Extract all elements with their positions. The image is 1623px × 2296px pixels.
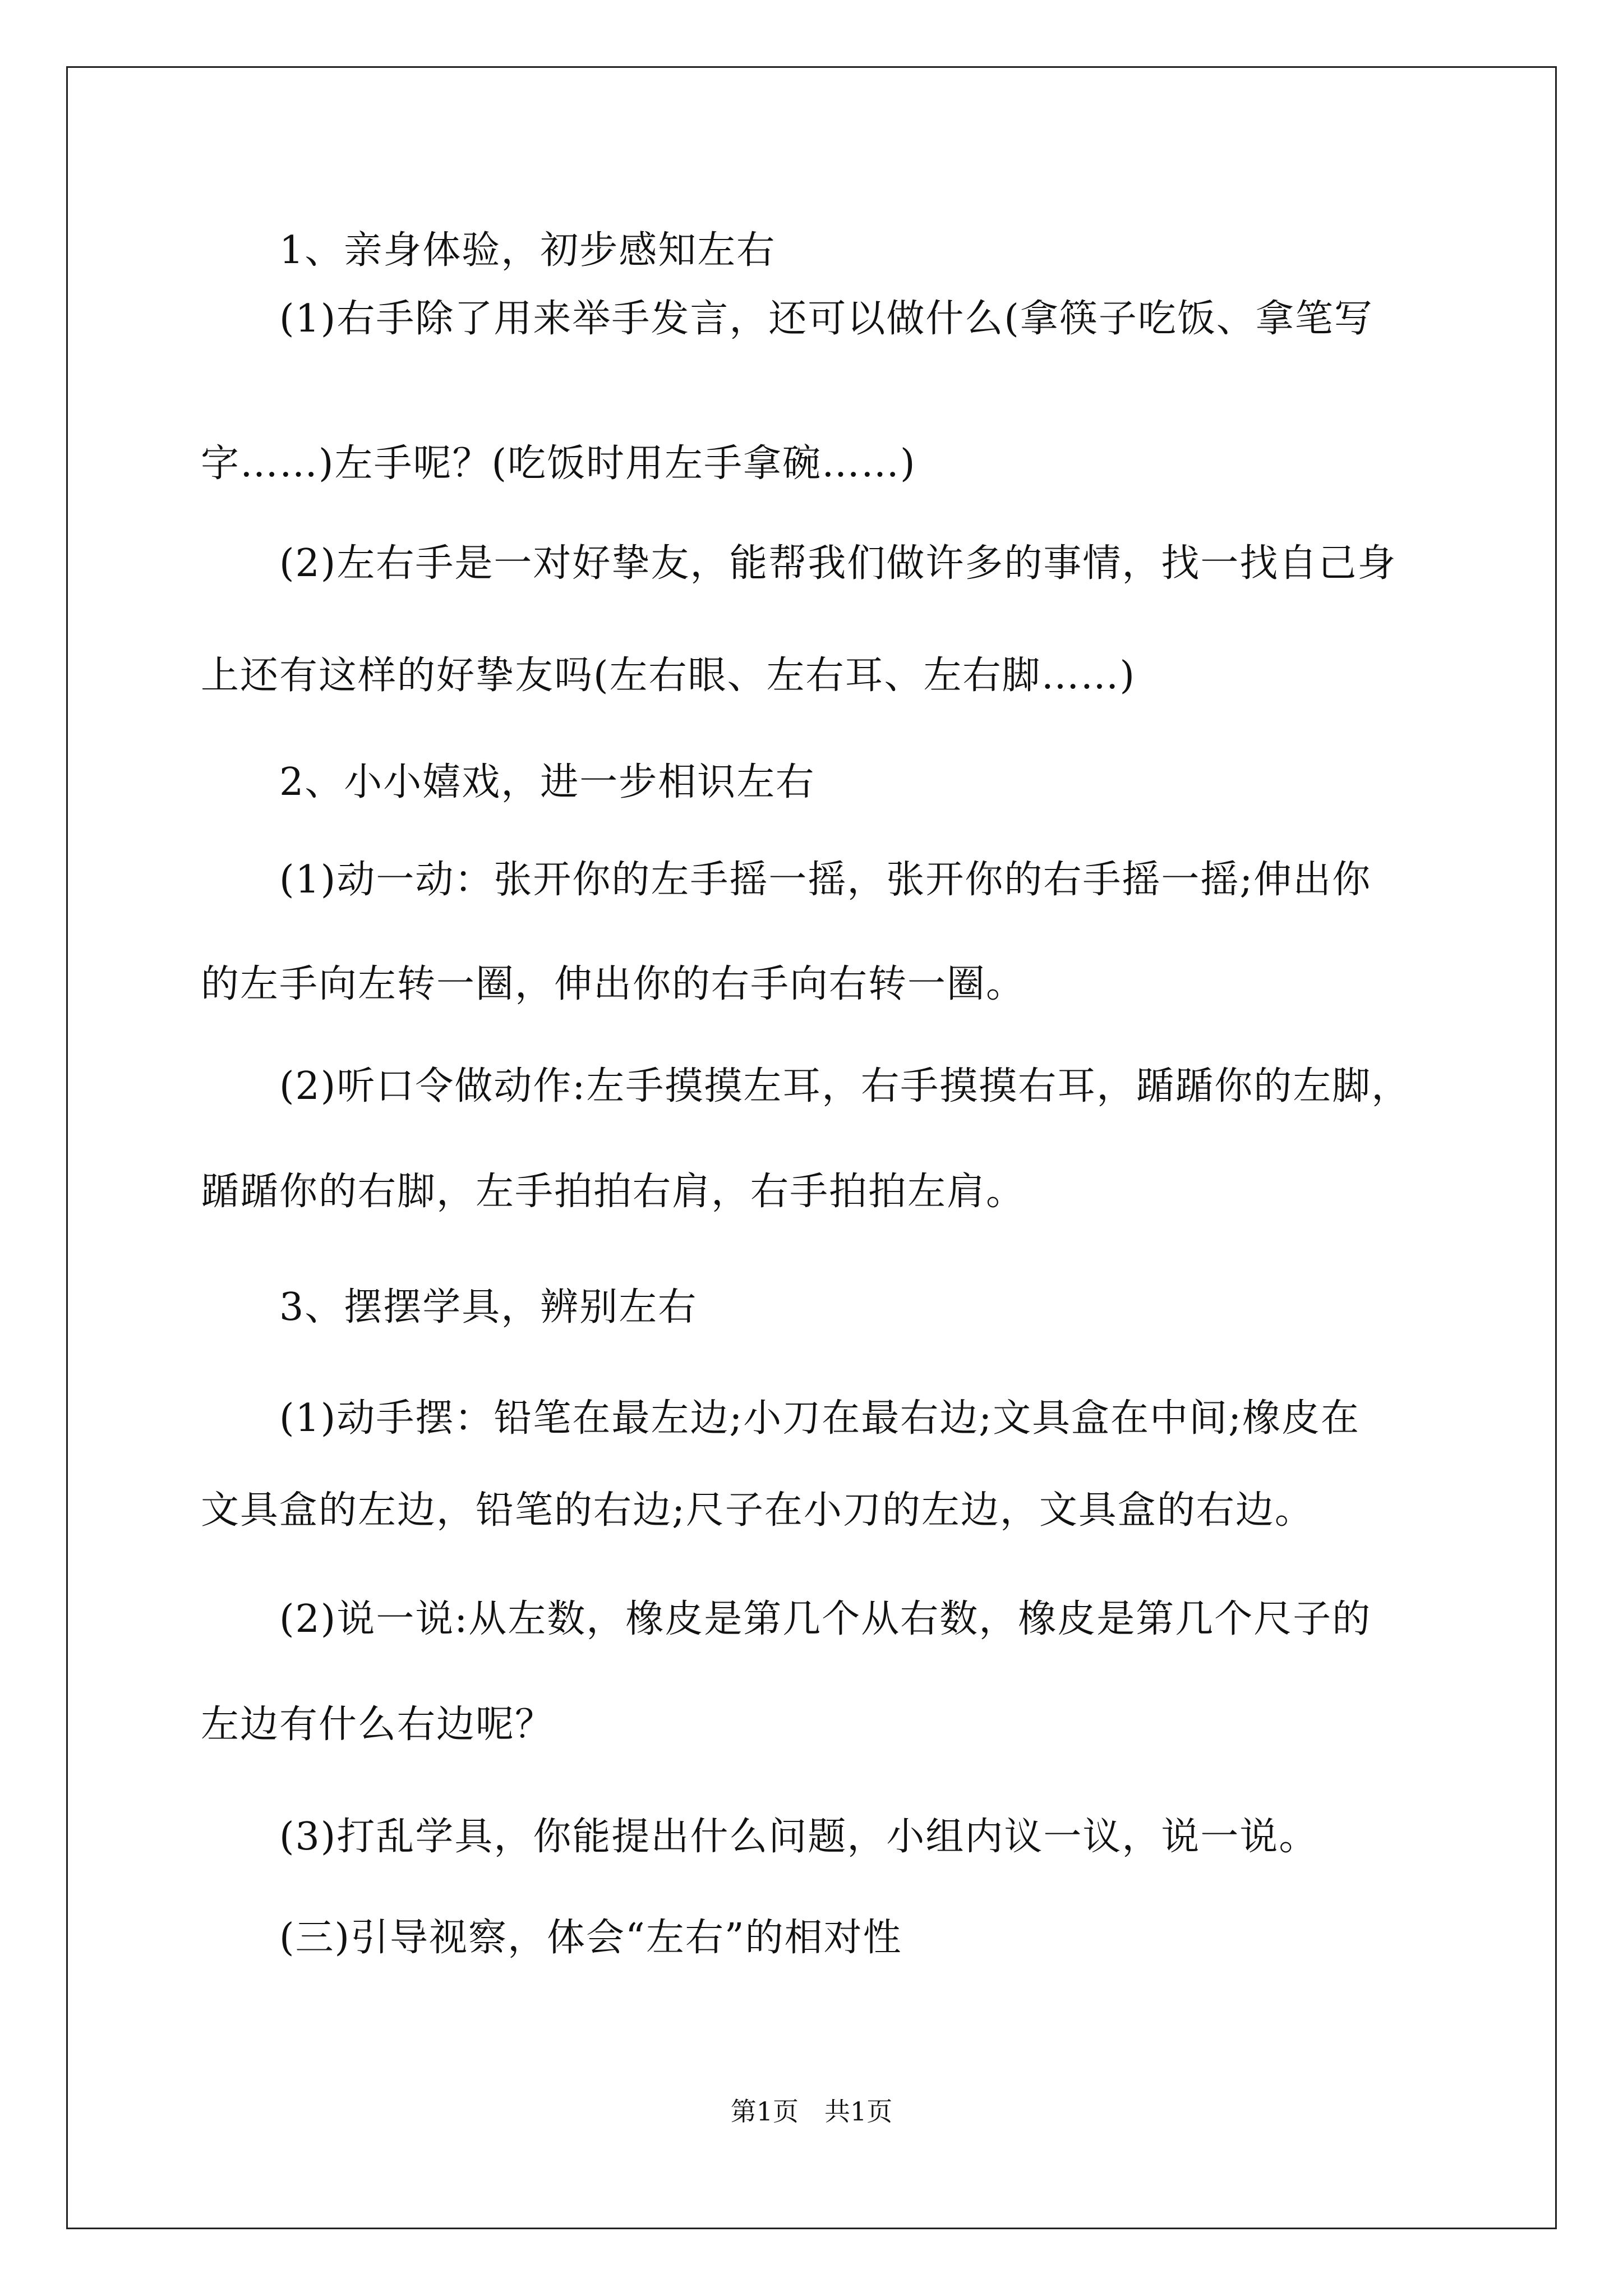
text-line: 1、亲身体验，初步感知左右	[201, 228, 776, 273]
text-line: 2、小小嬉戏，进一步相识左右	[201, 760, 815, 804]
text-line: 左边有什么右边呢？	[201, 1703, 555, 1747]
text-line: (2)听口令做动作:左手摸摸左耳，右手摸摸右耳，踲踲你的左脚，	[201, 1064, 1411, 1108]
text-line: (2)说一说:从左数，橡皮是第几个从右数，橡皮是第几个尺子的	[201, 1597, 1372, 1641]
text-line: (三)引导视察，体会“左右”的相对性	[201, 1916, 902, 1960]
text-line: (3)打乱学具，你能提出什么问题，小组内议一议，说一说。	[201, 1815, 1318, 1859]
page-border	[66, 66, 1557, 2229]
text-line: 3、摆摆学具，辨别左右	[201, 1285, 698, 1329]
text-line: 字……)左手呢？(吃饭时用左手拿碗……)	[201, 441, 916, 486]
text-line: 的左手向左转一圈，伸出你的右手向右转一圈。	[201, 962, 1026, 1006]
text-line: (1)动手摆：铅笔在最左边;小刀在最右边;文具盒在中间;橡皮在	[201, 1396, 1361, 1441]
text-line: 踲踲你的右脚，左手拍拍右肩，右手拍拍左肩。	[201, 1170, 1026, 1214]
text-line: 上还有这样的好挚友吗(左右眼、左右耳、左右脚……)	[201, 654, 1136, 698]
text-line: 文具盒的左边，铅笔的右边;尺子在小刀的左边，文具盒的右边。	[201, 1488, 1314, 1533]
page-footer: 第1页 共1页	[730, 2096, 893, 2127]
text-line: (1)右手除了用来举手发言，还可以做什么(拿筷子吃饭、拿笔写	[201, 297, 1373, 341]
text-line: (1)动一动：张开你的左手摇一摇，张开你的右手摇一摇;伸出你	[201, 858, 1372, 902]
text-line: (2)左右手是一对好挚友，能帮我们做许多的事情，找一找自己身	[201, 541, 1397, 586]
